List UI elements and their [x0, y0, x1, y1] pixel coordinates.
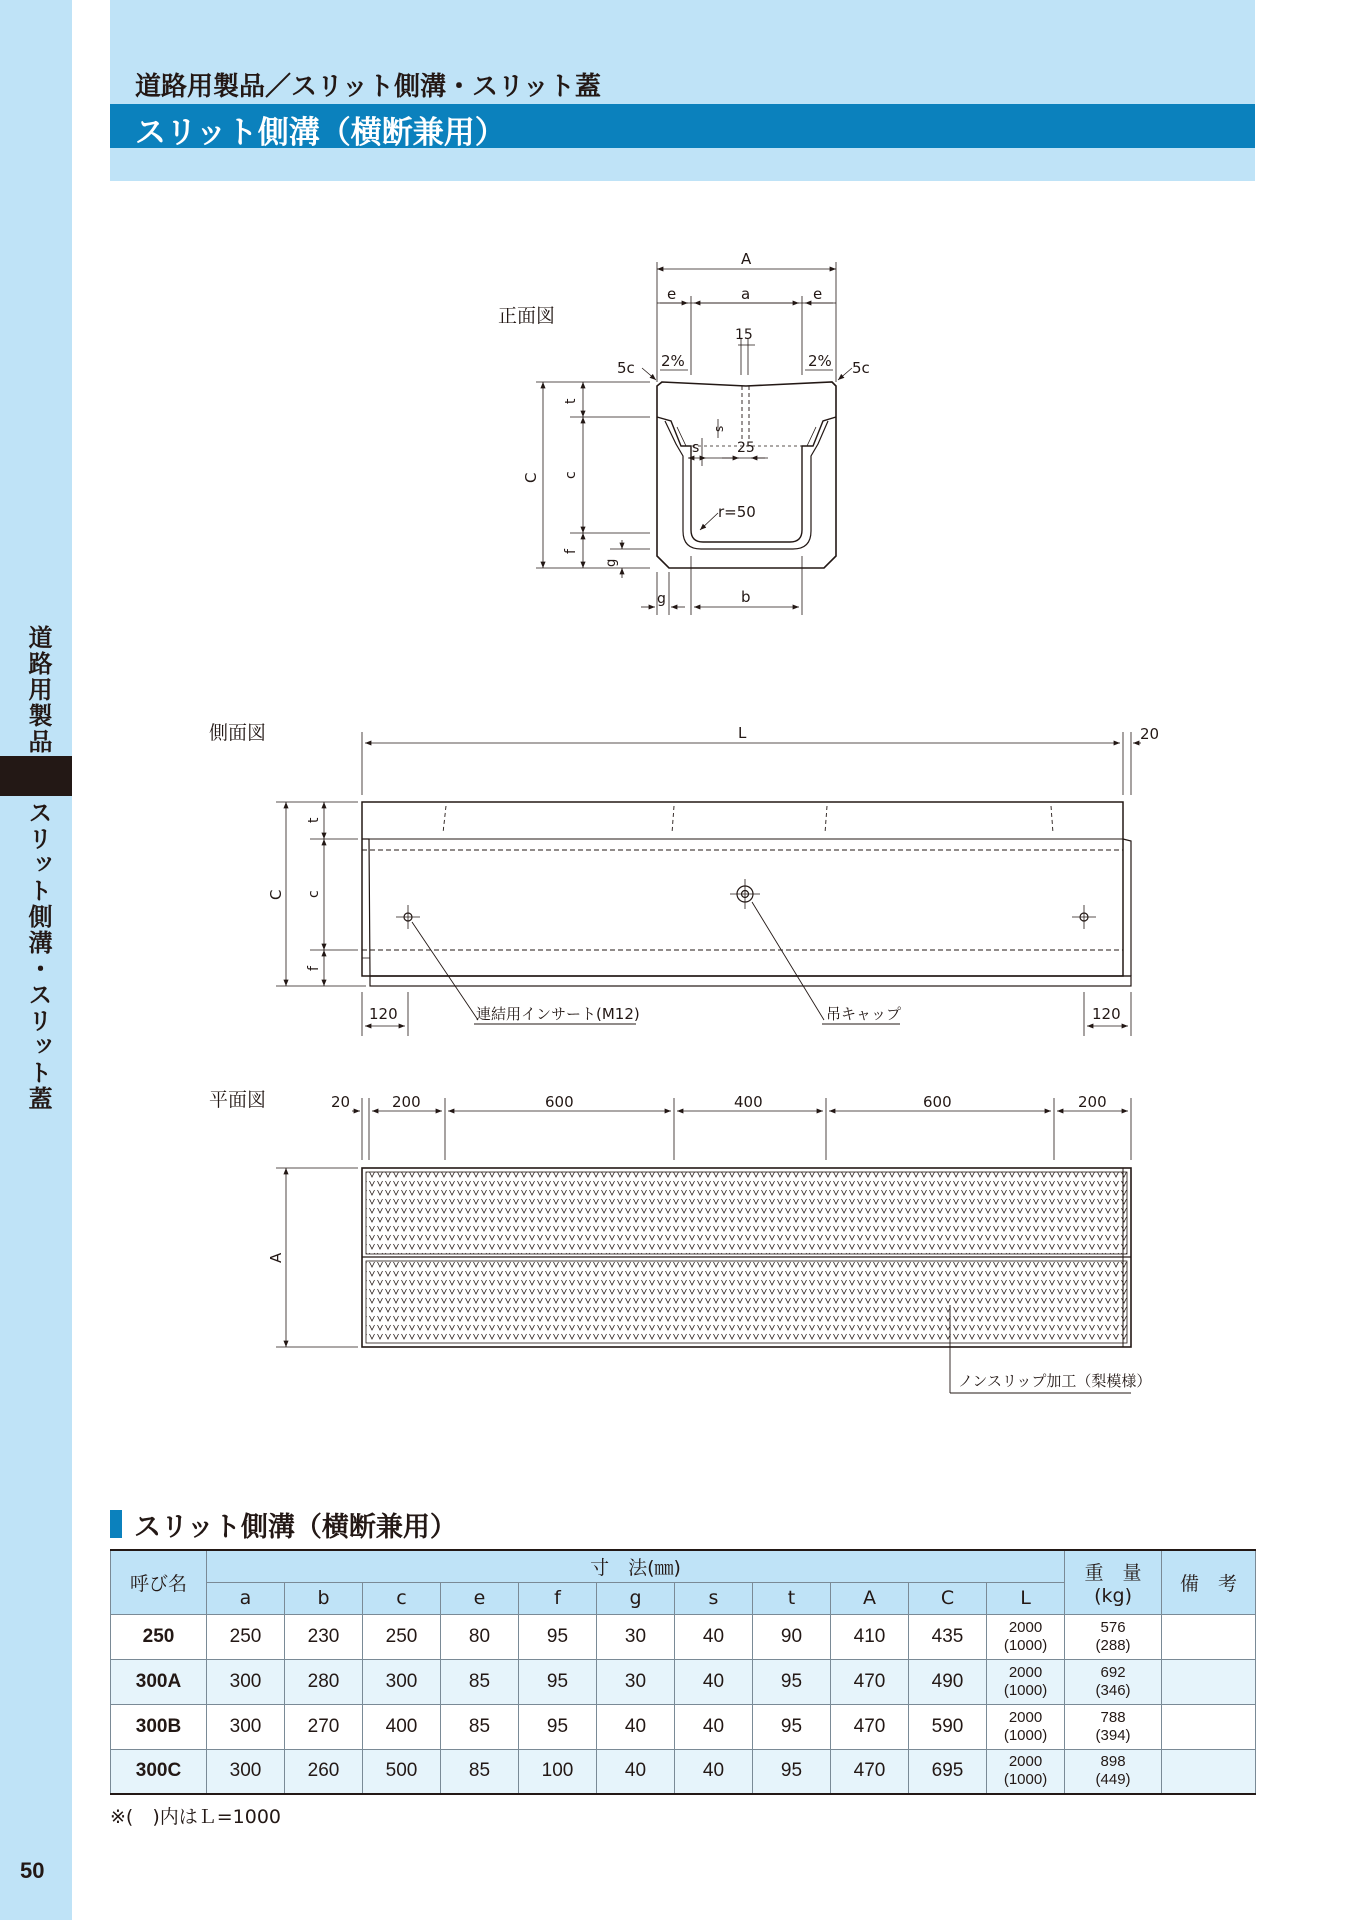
dim-A-front: A: [741, 250, 752, 268]
dim-15: 15: [735, 327, 753, 343]
dim-s-vertical: s: [712, 425, 726, 432]
breadcrumb: 道路用製品／スリット側溝・スリット蓋: [135, 72, 601, 102]
col-header-name: 呼び名: [111, 1550, 207, 1614]
plan-view-label: 平面図: [209, 1089, 267, 1111]
dim-f-front: f: [563, 549, 579, 554]
col-header-remarks: 備 考: [1162, 1550, 1256, 1614]
dim-b: b: [741, 588, 751, 606]
cell-e: 85: [441, 1704, 519, 1749]
dim-200-left: 200: [392, 1093, 421, 1111]
cell-c: 250: [363, 1614, 441, 1659]
slope-left: 2%: [661, 352, 685, 370]
col-A: A: [831, 1582, 909, 1614]
cell-weight-half: (346): [1095, 1681, 1131, 1699]
col-L: L: [987, 1582, 1065, 1614]
dim-e-right: e: [813, 285, 823, 303]
cell-weight: [1065, 1659, 1162, 1704]
cell-L-half: (1000): [1003, 1636, 1048, 1654]
col-f: f: [519, 1582, 597, 1614]
dim-A-plan: A: [267, 1252, 285, 1263]
page-number: 50: [20, 1858, 45, 1883]
dim-s-horizontal: s: [692, 440, 700, 456]
cell-g: 30: [597, 1614, 675, 1659]
cell-C: 590: [909, 1704, 987, 1749]
dim-600-left: 600: [545, 1093, 574, 1111]
cell-L: [987, 1614, 1065, 1659]
cell-remarks: [1162, 1704, 1256, 1749]
cell-b: 260: [285, 1749, 363, 1794]
dim-c-side: c: [306, 890, 322, 898]
cell-A: 410: [831, 1614, 909, 1659]
cell-weight-full: 788: [1100, 1708, 1126, 1726]
cell-weight-full: 576: [1100, 1618, 1126, 1636]
cell-remarks: [1162, 1614, 1256, 1659]
col-C: C: [909, 1582, 987, 1614]
cell-c: 500: [363, 1749, 441, 1794]
cell-f: 95: [519, 1704, 597, 1749]
cell-b: 280: [285, 1659, 363, 1704]
cell-A: 470: [831, 1704, 909, 1749]
cell-f: 95: [519, 1659, 597, 1704]
cell-C: 695: [909, 1749, 987, 1794]
table-row: [111, 1749, 1256, 1794]
cell-L-full: 2000: [1008, 1618, 1043, 1636]
cell-remarks: [1162, 1749, 1256, 1794]
cell-weight: [1065, 1614, 1162, 1659]
row-name: 300A: [111, 1659, 207, 1704]
cell-A: 470: [831, 1749, 909, 1794]
dim-C-side: C: [267, 889, 285, 900]
cell-b: 230: [285, 1614, 363, 1659]
dim-t-side: t: [306, 817, 322, 823]
row-name: 250: [111, 1614, 207, 1659]
cell-g: 40: [597, 1749, 675, 1794]
row-name: 300B: [111, 1704, 207, 1749]
section-title: スリット側溝（横断兼用）: [134, 1511, 457, 1543]
cell-weight-half: (449): [1095, 1771, 1131, 1789]
side-view-label: 側面図: [209, 722, 267, 744]
cell-a: 250: [207, 1614, 285, 1659]
weight-header-unit: (kg): [1094, 1584, 1132, 1607]
cell-a: 300: [207, 1659, 285, 1704]
cell-L-half: (1000): [1003, 1726, 1048, 1744]
callout-insert: 連結用インサート(M12): [476, 1005, 640, 1023]
front-view: [498, 250, 870, 615]
table-row: [111, 1704, 1256, 1749]
dim-20-plan: 20: [331, 1093, 351, 1111]
cell-weight-full: 898: [1100, 1753, 1126, 1771]
cell-weight-half: (394): [1095, 1726, 1131, 1744]
col-t: t: [753, 1582, 831, 1614]
spec-table: [110, 1549, 1256, 1795]
section-marker: [110, 1510, 122, 1538]
cell-f: 95: [519, 1614, 597, 1659]
cell-e: 80: [441, 1614, 519, 1659]
col-e: e: [441, 1582, 519, 1614]
col-header-weight: [1065, 1550, 1162, 1614]
col-c: c: [363, 1582, 441, 1614]
col-header-dimensions: 寸 法(㎜): [207, 1550, 1065, 1582]
cell-a: 300: [207, 1749, 285, 1794]
dim-g-vertical: g: [604, 558, 619, 567]
dim-120-right: 120: [1092, 1005, 1121, 1023]
cell-t: 95: [753, 1704, 831, 1749]
cell-A: 470: [831, 1659, 909, 1704]
dim-f-side: f: [306, 966, 322, 971]
col-b: b: [285, 1582, 363, 1614]
col-a: a: [207, 1582, 285, 1614]
table-section-heading: [110, 1506, 457, 1542]
callout-cap: 吊キャップ: [826, 1005, 902, 1023]
row-name: 300C: [111, 1749, 207, 1794]
cell-s: 40: [675, 1749, 753, 1794]
cell-c: 300: [363, 1659, 441, 1704]
cell-e: 85: [441, 1659, 519, 1704]
dim-L: L: [738, 724, 747, 742]
cell-weight: [1065, 1749, 1162, 1794]
cell-C: 435: [909, 1614, 987, 1659]
dim-600-right: 600: [923, 1093, 952, 1111]
cell-L-full: 2000: [1008, 1753, 1043, 1771]
radius-r50: r=50: [718, 503, 756, 521]
cell-t: 95: [753, 1749, 831, 1794]
dim-e-left: e: [667, 285, 677, 303]
side-subcategory-label: スリット側溝・スリット蓋: [24, 800, 52, 1112]
cell-b: 270: [285, 1704, 363, 1749]
dim-120-left: 120: [369, 1005, 398, 1023]
col-s: s: [675, 1582, 753, 1614]
side-view: [209, 722, 1159, 1036]
cell-a: 300: [207, 1704, 285, 1749]
cell-e: 85: [441, 1749, 519, 1794]
dim-t-front: t: [563, 398, 579, 404]
cell-L: [987, 1704, 1065, 1749]
cell-s: 40: [675, 1704, 753, 1749]
col-g: g: [597, 1582, 675, 1614]
weight-header-label: 重 量: [1084, 1561, 1142, 1584]
cell-L-full: 2000: [1008, 1708, 1043, 1726]
cell-g: 40: [597, 1704, 675, 1749]
front-view-label: 正面図: [498, 305, 556, 327]
cell-L: [987, 1659, 1065, 1704]
dim-200-right: 200: [1078, 1093, 1107, 1111]
cell-remarks: [1162, 1659, 1256, 1704]
cell-weight-half: (288): [1095, 1636, 1131, 1654]
dim-a: a: [741, 285, 751, 303]
cell-L-half: (1000): [1003, 1771, 1048, 1789]
side-category-label: 道路用製品: [24, 625, 52, 755]
cell-t: 95: [753, 1659, 831, 1704]
cell-L-full: 2000: [1008, 1663, 1043, 1681]
callout-nonslip: ノンスリップ加工（梨模様）: [958, 1372, 1152, 1390]
cell-L-half: (1000): [1003, 1681, 1048, 1699]
chamfer-right: 5c: [852, 359, 870, 377]
dim-c-front: c: [563, 471, 579, 479]
chamfer-left: 5c: [617, 359, 635, 377]
cell-C: 490: [909, 1659, 987, 1704]
cell-t: 90: [753, 1614, 831, 1659]
cell-f: 100: [519, 1749, 597, 1794]
page-title: スリット側溝（横断兼用）: [135, 115, 506, 151]
dim-C-front: C: [522, 472, 540, 483]
dim-g-horizontal: g: [657, 591, 666, 607]
plan-view: [209, 1089, 1151, 1393]
cell-L: [987, 1749, 1065, 1794]
cell-s: 40: [675, 1614, 753, 1659]
table-row: [111, 1659, 1256, 1704]
cell-s: 40: [675, 1659, 753, 1704]
dim-20-side: 20: [1140, 725, 1160, 743]
cell-g: 30: [597, 1659, 675, 1704]
table-footnote: ※( )内はＬ=1000: [110, 1806, 282, 1828]
dim-25: 25: [737, 440, 755, 456]
cell-weight: [1065, 1704, 1162, 1749]
cell-c: 400: [363, 1704, 441, 1749]
slope-right: 2%: [808, 352, 832, 370]
cell-weight-full: 692: [1100, 1663, 1126, 1681]
dim-400: 400: [734, 1093, 763, 1111]
table-row: [111, 1614, 1256, 1659]
